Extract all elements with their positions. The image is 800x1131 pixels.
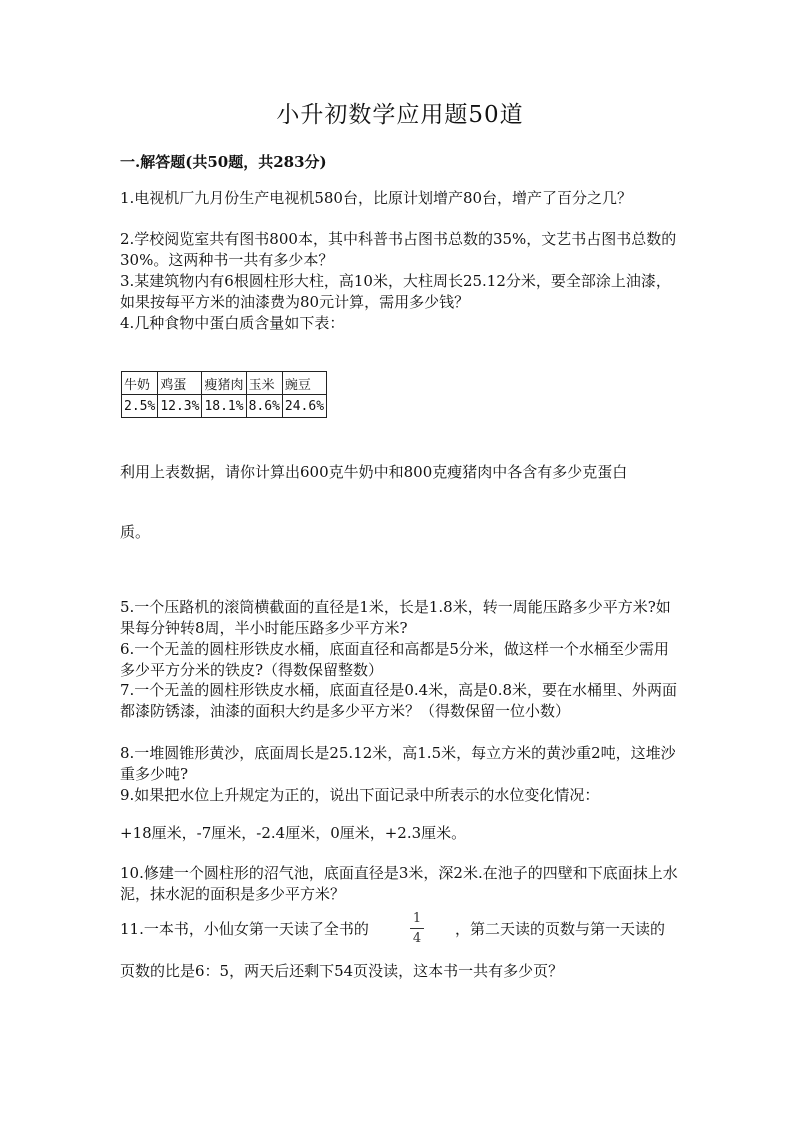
- question-1: 1.电视机厂九月份生产电视机580台，比原计划增产80台，增产了百分之几？: [120, 189, 633, 207]
- protein-table-header-row: [122, 372, 327, 395]
- table-header-cell: 豌豆: [282, 372, 326, 395]
- question-5: 5.一个压路机的滚筒横截面的直径是1米，长是1.8米，转一周能压路多少平方米?如果每分钟转8周，半小时能压路多少平方米?: [120, 598, 671, 637]
- table-header-cell: 瘦猪肉: [202, 372, 246, 395]
- question-2: 2.学校阅览室共有图书800本，其中科普书占图书总数的35%，文艺书占图书总数的30%。这两种书一共有多少本？: [120, 230, 677, 269]
- fraction-bar: [410, 928, 424, 929]
- table-value-cell: 12.3%: [158, 395, 202, 418]
- table-value-cell: 2.5%: [122, 395, 158, 418]
- question-11-part-c: 页数的比是6：5，两天后还剩下54页没读，这本书一共有多少页？: [120, 962, 564, 980]
- table-header-cell: 牛奶: [122, 372, 158, 395]
- question-11-part-a: 11.一本书，小仙女第一天读了全书的: [120, 920, 369, 938]
- page-title: 小升初数学应用题50道: [276, 102, 524, 128]
- table-header-cell: 鸡蛋: [158, 372, 202, 395]
- fraction-numerator: 1: [412, 911, 422, 926]
- protein-table: [121, 371, 327, 418]
- table-value-cell: 8.6%: [246, 395, 282, 418]
- table-value-cell: 18.1%: [202, 395, 246, 418]
- question-3: 3.某建筑物内有6根圆柱形大柱，高10米，大柱周长25.12分米，要全部涂上油漆，如果按每平方米的油漆费为80元计算，需用多少钱？: [120, 272, 671, 311]
- fraction-one-quarter: [407, 911, 427, 946]
- question-8: 8.一堆圆锥形黄沙，底面周长是25.12米，高1.5米，每立方米的黄沙重2吨，这堆沙重多少吨?: [120, 744, 676, 783]
- table-value-cell: 24.6%: [282, 395, 326, 418]
- table-header-cell: 玉米: [246, 372, 282, 395]
- question-9: 9.如果把水位上升规定为正的，说出下面记录中所表示的水位变化情况：: [120, 786, 600, 804]
- fraction-denominator: 4: [412, 931, 422, 946]
- question-4-text: 利用上表数据，请你计算出600克牛奶中和800克瘦猪肉中各含有多少克蛋白: [120, 463, 628, 481]
- question-10: 10.修建一个圆柱形的沼气池，底面直径是3米，深2米.在池子的四壁和下底面抹上水泥，抹水泥的面积是多少平方米？: [120, 864, 678, 903]
- protein-table-value-row: [122, 395, 327, 418]
- section-heading: 一.解答题(共50题，共283分): [120, 153, 327, 171]
- question-4: 4.几种食物中蛋白质含量如下表：: [120, 314, 345, 332]
- question-6: 6.一个无盖的圆柱形铁皮水桶，底面直径和高都是5分米，做这样一个水桶至少需用多少平方分米的铁皮?（得数保留整数）: [120, 640, 669, 679]
- question-11-part-b: ，第二天读的页数与第一天读的: [455, 920, 666, 938]
- question-4-text-end: 质。: [120, 523, 151, 541]
- question-9-values: +18厘米，-7厘米，-2.4厘米，0厘米，+2.3厘米。: [120, 824, 467, 842]
- question-7: 7.一个无盖的圆柱形铁皮水桶，底面直径是0.4米，高是0.8米，要在水桶里、外两面都漆防锈漆，油漆的面积大约是多少平方米？（得数保留一位小数）: [120, 681, 678, 720]
